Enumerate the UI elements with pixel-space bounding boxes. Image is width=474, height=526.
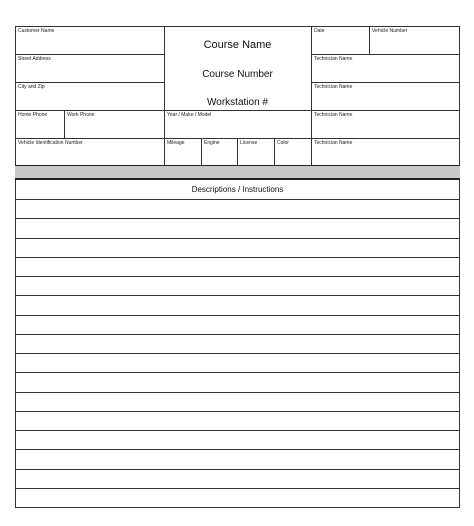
- ruled-line: [15, 315, 460, 316]
- city-zip-label: City and Zip: [18, 84, 45, 90]
- descriptions-title: Descriptions / Instructions: [191, 185, 284, 194]
- ruled-line: [15, 238, 460, 239]
- ruled-line: [15, 392, 460, 393]
- work-order-form: [15, 26, 460, 508]
- course-header: [164, 26, 311, 110]
- ruled-line: [15, 411, 460, 412]
- ruled-line: [15, 449, 460, 450]
- section-divider-band: [15, 166, 460, 178]
- technician-name-label-3: Technician Name: [314, 112, 353, 118]
- ruled-line: [15, 199, 460, 200]
- ruled-line: [15, 469, 460, 470]
- section-bottom-rule: [15, 178, 460, 180]
- workstation-title: Workstation #: [207, 97, 268, 108]
- ruled-line: [15, 334, 460, 335]
- form-left-border: [15, 26, 16, 508]
- ruled-line: [15, 295, 460, 296]
- ruled-line: [15, 488, 460, 489]
- ruled-line: [15, 353, 460, 354]
- ruled-line: [15, 257, 460, 258]
- date-label: Date: [314, 28, 325, 34]
- technician-name-label-1: Technician Name: [314, 56, 353, 62]
- mileage-label: Mileage: [167, 140, 185, 146]
- engine-label: Engine: [204, 140, 220, 146]
- form-bottom-border: [15, 507, 460, 508]
- ruled-line: [15, 276, 460, 277]
- vehicle-number-label: Vehicle Number: [372, 28, 408, 34]
- license-label: License: [240, 140, 258, 146]
- row-line-3: [15, 110, 311, 111]
- technician-name-label-4: Technician Name: [314, 140, 353, 146]
- year-make-model-label: Year / Make / Model: [167, 112, 212, 118]
- customer-name-label: Customer Name: [18, 28, 55, 34]
- course-name-title: Course Name: [203, 39, 272, 51]
- color-label: Color: [277, 140, 289, 146]
- home-phone-label: Home Phone: [18, 112, 48, 118]
- ruled-line: [15, 430, 460, 431]
- work-phone-label: Work Phone: [67, 112, 95, 118]
- course-number-title: Course Number: [202, 69, 273, 80]
- vin-label: Vehicle Identification Number: [18, 140, 83, 146]
- technician-name-label-2: Technician Name: [314, 84, 353, 90]
- ruled-line: [15, 218, 460, 219]
- ruled-line: [15, 372, 460, 373]
- street-address-label: Street Address: [18, 56, 51, 62]
- form-right-border: [459, 26, 460, 508]
